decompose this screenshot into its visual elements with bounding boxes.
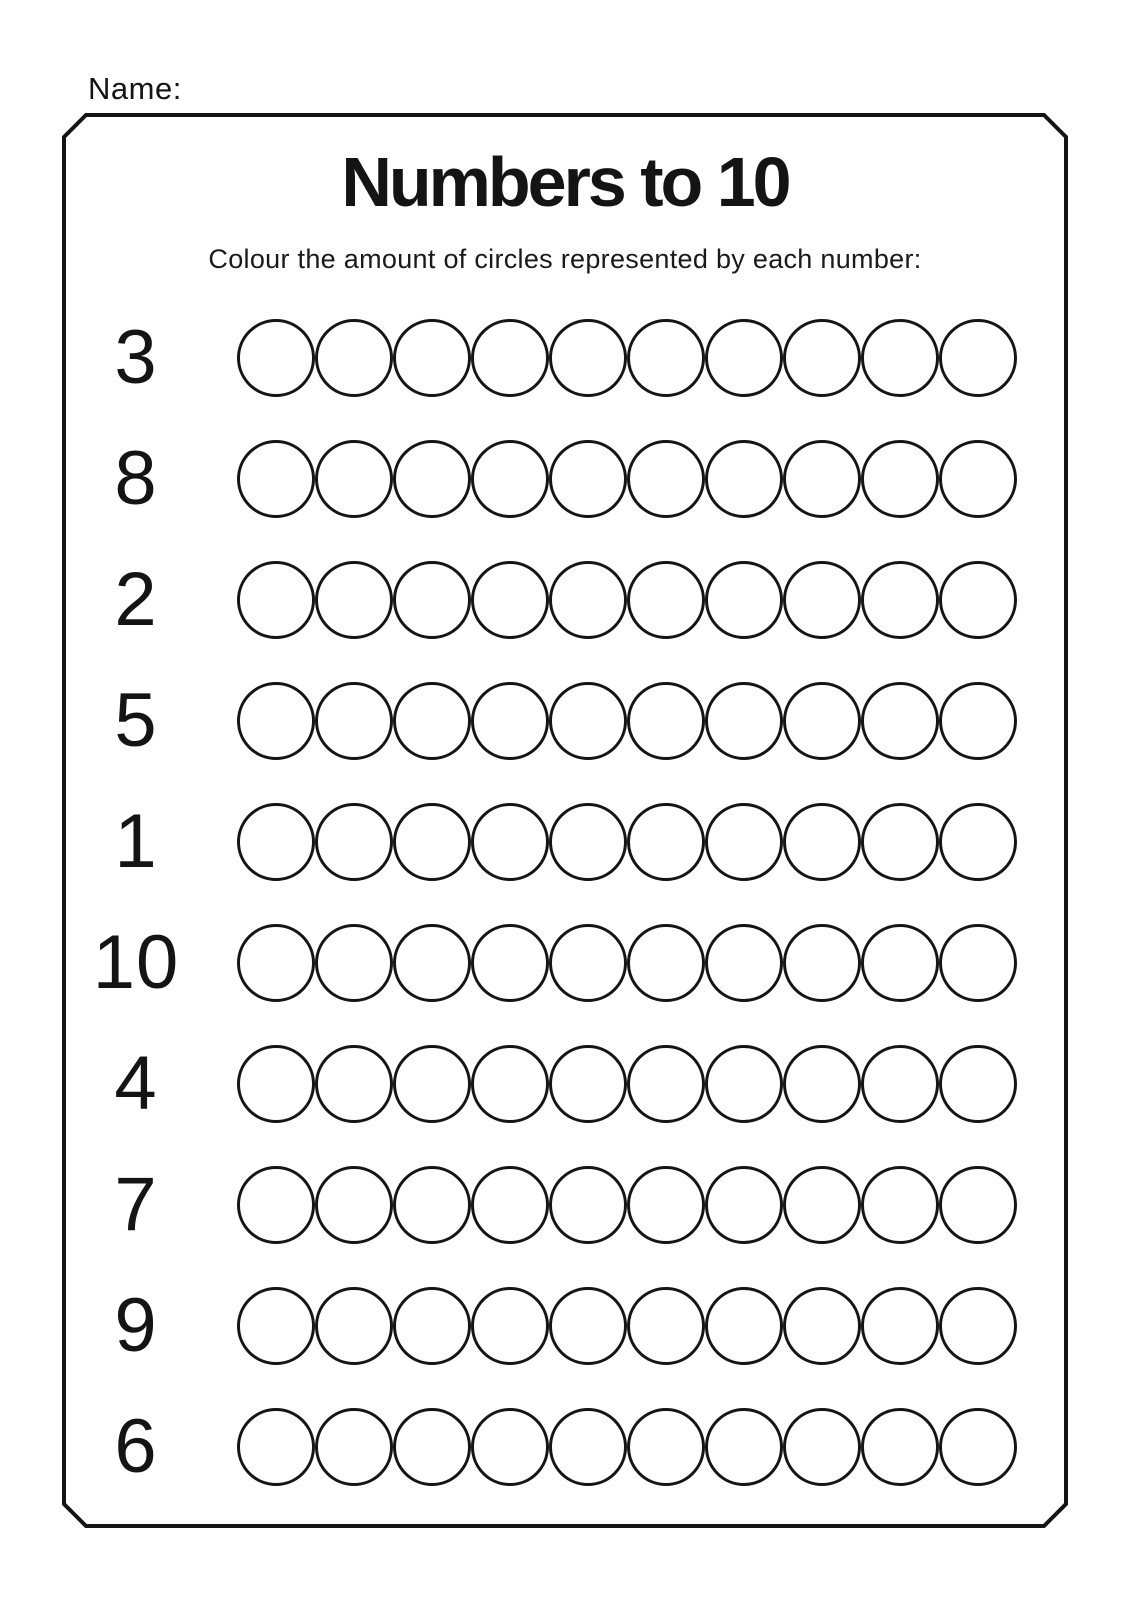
colour-circle[interactable]	[549, 1287, 627, 1365]
row-number-label: 2	[114, 557, 158, 642]
worksheet-row	[62, 1144, 1068, 1265]
row-number-label: 4	[114, 1041, 158, 1126]
circle-row	[237, 803, 1017, 881]
colour-circle[interactable]	[237, 319, 315, 397]
colour-circle[interactable]	[549, 924, 627, 1002]
colour-circle[interactable]	[549, 561, 627, 639]
worksheet-row	[62, 660, 1068, 781]
row-number-label: 8	[114, 436, 158, 521]
circle-row	[237, 682, 1017, 760]
colour-circle[interactable]	[393, 803, 471, 881]
colour-circle[interactable]	[627, 803, 705, 881]
colour-circle[interactable]	[783, 319, 861, 397]
circle-row	[237, 1408, 1017, 1486]
worksheet-row	[62, 297, 1068, 418]
colour-circle[interactable]	[471, 440, 549, 518]
colour-circle[interactable]	[237, 1166, 315, 1244]
colour-circle[interactable]	[315, 1408, 393, 1486]
colour-circle[interactable]	[393, 924, 471, 1002]
colour-circle[interactable]	[237, 561, 315, 639]
colour-circle[interactable]	[549, 1045, 627, 1123]
colour-circle[interactable]	[471, 1287, 549, 1365]
colour-circle[interactable]	[705, 440, 783, 518]
circle-row	[237, 1287, 1017, 1365]
colour-circle[interactable]	[315, 440, 393, 518]
colour-circle[interactable]	[315, 1287, 393, 1365]
circle-row	[237, 319, 1017, 397]
colour-circle[interactable]	[861, 682, 939, 760]
colour-circle[interactable]	[861, 1045, 939, 1123]
colour-circle[interactable]	[471, 1408, 549, 1486]
colour-circle[interactable]	[861, 1287, 939, 1365]
worksheet-row	[62, 418, 1068, 539]
circle-row	[237, 924, 1017, 1002]
colour-circle[interactable]	[783, 803, 861, 881]
colour-circle[interactable]	[939, 1166, 1017, 1244]
colour-circle[interactable]	[627, 319, 705, 397]
colour-circle[interactable]	[627, 1166, 705, 1244]
colour-circle[interactable]	[237, 1287, 315, 1365]
colour-circle[interactable]	[471, 319, 549, 397]
worksheet-content	[62, 113, 1068, 1528]
colour-circle[interactable]	[627, 1045, 705, 1123]
colour-circle[interactable]	[861, 924, 939, 1002]
colour-circle[interactable]	[861, 1408, 939, 1486]
colour-circle[interactable]	[549, 319, 627, 397]
worksheet-title: Numbers to 10	[341, 143, 789, 221]
colour-circle[interactable]	[705, 1408, 783, 1486]
colour-circle[interactable]	[705, 803, 783, 881]
row-number-label: 10	[92, 920, 180, 1005]
colour-circle[interactable]	[861, 440, 939, 518]
circle-row	[237, 1045, 1017, 1123]
colour-circle[interactable]	[783, 1408, 861, 1486]
colour-circle[interactable]	[393, 561, 471, 639]
colour-circle[interactable]	[705, 1166, 783, 1244]
circle-row	[237, 1166, 1017, 1244]
colour-circle[interactable]	[627, 561, 705, 639]
colour-circle[interactable]	[549, 1408, 627, 1486]
colour-circle[interactable]	[549, 682, 627, 760]
colour-circle[interactable]	[705, 319, 783, 397]
colour-circle[interactable]	[627, 682, 705, 760]
colour-circle[interactable]	[393, 1166, 471, 1244]
colour-circle[interactable]	[939, 440, 1017, 518]
colour-circle[interactable]	[939, 682, 1017, 760]
colour-circle[interactable]	[783, 1045, 861, 1123]
colour-circle[interactable]	[315, 682, 393, 760]
colour-circle[interactable]	[861, 561, 939, 639]
colour-circle[interactable]	[471, 1045, 549, 1123]
colour-circle[interactable]	[939, 1045, 1017, 1123]
colour-circle[interactable]	[705, 1045, 783, 1123]
colour-circle[interactable]	[549, 803, 627, 881]
colour-circle[interactable]	[627, 924, 705, 1002]
worksheet-row	[62, 1386, 1068, 1507]
worksheet-row	[62, 539, 1068, 660]
colour-circle[interactable]	[315, 561, 393, 639]
colour-circle[interactable]	[237, 440, 315, 518]
row-number-label: 5	[114, 678, 158, 763]
colour-circle[interactable]	[237, 682, 315, 760]
colour-circle[interactable]	[549, 440, 627, 518]
colour-circle[interactable]	[705, 682, 783, 760]
colour-circle[interactable]	[705, 1287, 783, 1365]
colour-circle[interactable]	[471, 803, 549, 881]
colour-circle[interactable]	[783, 682, 861, 760]
row-number-label: 3	[114, 315, 158, 400]
colour-circle[interactable]	[861, 319, 939, 397]
colour-circle[interactable]	[627, 1287, 705, 1365]
colour-circle[interactable]	[471, 1166, 549, 1244]
row-number-label: 6	[114, 1404, 158, 1489]
worksheet-row	[62, 902, 1068, 1023]
colour-circle[interactable]	[939, 561, 1017, 639]
colour-circle[interactable]	[237, 1045, 315, 1123]
colour-circle[interactable]	[939, 803, 1017, 881]
worksheet-row	[62, 1023, 1068, 1144]
circle-row	[237, 561, 1017, 639]
colour-circle[interactable]	[315, 319, 393, 397]
colour-circle[interactable]	[627, 1408, 705, 1486]
colour-circle[interactable]	[393, 1045, 471, 1123]
colour-circle[interactable]	[393, 319, 471, 397]
colour-circle[interactable]	[315, 924, 393, 1002]
colour-circle[interactable]	[783, 924, 861, 1002]
name-label: Name:	[88, 71, 182, 106]
colour-circle[interactable]	[939, 319, 1017, 397]
colour-circle[interactable]	[237, 1408, 315, 1486]
worksheet-row	[62, 781, 1068, 902]
row-number-label: 9	[114, 1283, 158, 1368]
rows	[62, 297, 1068, 1507]
colour-circle[interactable]	[627, 440, 705, 518]
colour-circle[interactable]	[783, 561, 861, 639]
colour-circle[interactable]	[393, 1408, 471, 1486]
colour-circle[interactable]	[939, 1408, 1017, 1486]
colour-circle[interactable]	[471, 561, 549, 639]
colour-circle[interactable]	[861, 1166, 939, 1244]
colour-circle[interactable]	[783, 440, 861, 518]
worksheet-instruction: Colour the amount of circles represented by each number:	[208, 244, 922, 274]
colour-circle[interactable]	[315, 1045, 393, 1123]
colour-circle[interactable]	[549, 1166, 627, 1244]
colour-circle[interactable]	[315, 1166, 393, 1244]
colour-circle[interactable]	[783, 1287, 861, 1365]
colour-circle[interactable]	[939, 924, 1017, 1002]
colour-circle[interactable]	[705, 924, 783, 1002]
colour-circle[interactable]	[705, 561, 783, 639]
colour-circle[interactable]	[237, 924, 315, 1002]
colour-circle[interactable]	[237, 803, 315, 881]
colour-circle[interactable]	[939, 1287, 1017, 1365]
colour-circle[interactable]	[315, 803, 393, 881]
colour-circle[interactable]	[471, 924, 549, 1002]
worksheet-row	[62, 1265, 1068, 1386]
circle-row	[237, 440, 1017, 518]
row-number-label: 1	[114, 799, 158, 884]
colour-circle[interactable]	[861, 803, 939, 881]
colour-circle[interactable]	[393, 1287, 471, 1365]
colour-circle[interactable]	[783, 1166, 861, 1244]
colour-circle[interactable]	[471, 682, 549, 760]
row-number-label: 7	[114, 1162, 158, 1247]
colour-circle[interactable]	[393, 440, 471, 518]
colour-circle[interactable]	[393, 682, 471, 760]
